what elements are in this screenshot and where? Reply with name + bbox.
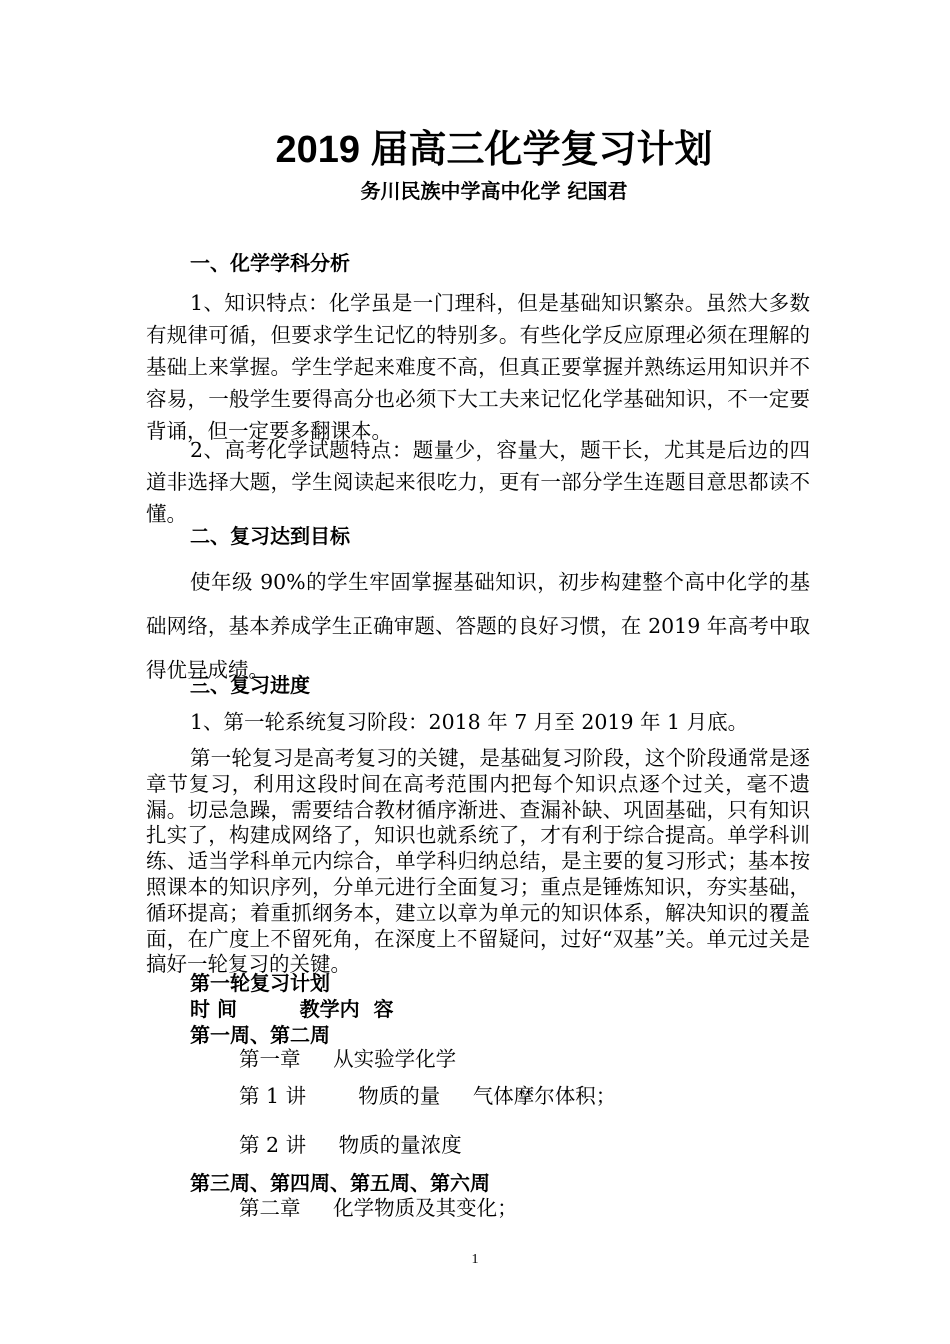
paragraph-first-round-dates [146, 710, 810, 735]
paragraph-text: 2、高考化学试题特点：题量少，容量大，题干长，尤其是后边的四道非选择大题，学生阅读起来很吃力，更有一部分学生连题目意思都读不懂。 [146, 438, 810, 526]
page-number: 1 [471, 1252, 479, 1267]
paragraph-text: 1、知识特点：化学虽是一门理科，但是基础知识繁杂。虽然大多数有规律可循，但要求学生记忆的特别多。有些化学反应原理必须在理解的基础上来掌握。学生学起来难度不高，但真正要掌握并熟练运用知识并不容易，一般学生要得高分也必须下大工夫来记忆化学基础知识，不一定要背诵，但一定要多翻课本。 [146, 291, 810, 443]
plan-chapter-1: 第一章 从实验学化学 [239, 1047, 457, 1071]
plan-heading: 第一轮复习计划 [190, 971, 330, 995]
plan-column-header: 时 间 教学内 容 [190, 997, 394, 1021]
paragraph-text: 第一轮复习是高考复习的关键，是基础复习阶段，这个阶段通常是逐章节复习，利用这段时间在高考范围内把每个知识点逐个过关，毫不遗漏。切忌急躁，需要结合教材循序渐进、查漏补缺、巩固基础，只有知识扎实了，构建成网络了，知识也就系统了，才有利于综合提高。单学科训练、适当学科单元内综合，单学科归纳总结，是主要的复习形式；基本按照课本的知识序列，分单元进行全面复习；重点是锤炼知识，夯实基础，循环提高；着重抓纲务本，建立以章为单元的知识体系，解决知识的覆盖面，在广度上不留死角，在深度上不留疑问，过好“双基”关。单元过关是搞好一轮复习的关键。 [146, 746, 810, 977]
plan-week-3-6: 第三周、第四周、第五周、第六周 [190, 1171, 490, 1195]
plan-lesson-1: 第 1 讲 物质的量 气体摩尔体积； [239, 1084, 617, 1108]
section-heading-goals: 二、复习达到目标 [190, 524, 350, 548]
plan-lesson-2: 第 2 讲 物质的量浓度 [239, 1133, 462, 1157]
paragraph-knowledge-features [146, 287, 810, 447]
paragraph-text: 使年级 90%的学生牢固掌握基础知识，初步构建整个高中化学的基础网络，基本养成学生正确审题、答题的良好习惯，在 2019 年高考中取得优异成绩。 [146, 570, 810, 682]
document-subtitle: 务川民族中学高中化学 纪国君 [360, 179, 628, 203]
paragraph-text: 1、第一轮系统复习阶段：2018 年 7 月至 2019 年 1 月底。 [190, 710, 749, 734]
plan-week-1-2: 第一周、第二周 [190, 1023, 330, 1047]
document-title: 2019 届高三化学复习计划 [275, 129, 713, 171]
plan-chapter-2: 第二章 化学物质及其变化； [239, 1196, 518, 1220]
section-heading-analysis: 一、化学学科分析 [190, 251, 350, 275]
paragraph-first-round-description [146, 746, 810, 978]
section-heading-progress: 三、复习进度 [190, 673, 310, 697]
paragraph-exam-features [146, 434, 810, 530]
